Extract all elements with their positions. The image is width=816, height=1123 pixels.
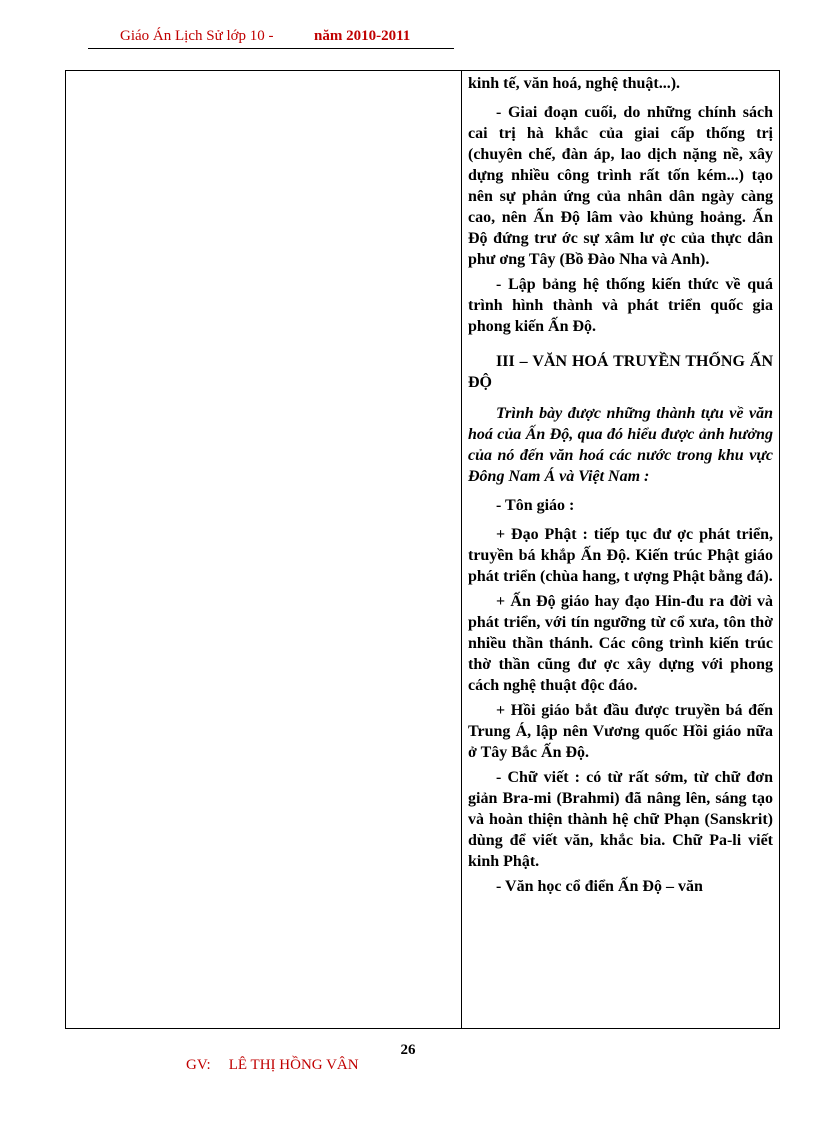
header-year: năm 2010-2011	[314, 28, 411, 44]
column-divider	[461, 71, 462, 1028]
paragraph-literature: - Văn học cổ điển Ấn Độ – văn	[496, 878, 703, 895]
paragraph-religion: - Tôn giáo :	[496, 497, 575, 514]
paragraph-continuation: kinh tế, văn hoá, nghệ thuật...).	[468, 75, 681, 92]
content-column	[468, 73, 773, 901]
page-header	[88, 26, 454, 49]
paragraph-summary-table: - Lập bảng hệ thống kiến thức về quá trình hình thành và phát triển quốc gia phong kiến Ấn Độ.	[468, 276, 773, 335]
page-number: 26	[400, 1042, 416, 1058]
page-footer	[186, 1057, 359, 1074]
section-heading: III – VĂN HOÁ TRUYỀN THỐNG ẤN ĐỘ	[468, 353, 773, 391]
lesson-table	[65, 70, 780, 1029]
paragraph-islam: + Hồi giáo bắt đầu được truyền bá đến Trung Á, lập nên Vương quốc Hồi giáo nữa ở Tây Bắc Ấn Độ.	[468, 702, 773, 761]
paragraph-buddhism: + Đạo Phật : tiếp tục đư ợc phát triển, truyền bá khắp Ấn Độ. Kiến trúc Phật giáo phát triển (chùa hang, t ượng Phật bằng đá).	[468, 526, 773, 585]
header-title: Giáo Án Lịch Sử lớp 10 -	[120, 28, 274, 44]
paragraph-late-period: - Giai đoạn cuối, do những chính sách cai trị hà khắc của giai cấp thống trị (chuyên chế, đàn áp, lao dịch nặng nề, xây dựng nhiều công trình rất tốn kém...) tạo nên sự phản ứng của nhân dân ngày càng cao, nên Ấn Độ lâm vào khủng hoảng. Ấn Độ đứng trư ớc sự xâm lư ợc của thực dân phư ơng Tây (Bồ Đào Nha và Anh).	[468, 104, 773, 268]
paragraph-writing: - Chữ viết : có từ rất sớm, từ chữ đơn giản Bra-mi (Brahmi) đã nâng lên, sáng tạo và hoàn thiện thành hệ chữ Phạn (Sanskrit) dùng để viết văn, khắc bia. Chữ Pa-li viết kinh Phật.	[468, 769, 773, 870]
paragraph-hinduism: + Ấn Độ giáo hay đạo Hin-đu ra đời và phát triển, với tín ngưỡng từ cổ xưa, tôn thờ nhiều thần thánh. Các công trình kiến trúc thờ thần cũng đư ợc xây dựng với phong cách nghệ thuật độc đáo.	[468, 593, 773, 694]
footer-label: GV:	[186, 1057, 211, 1073]
teacher-name: LÊ THỊ HỒNG VÂN	[228, 1057, 359, 1073]
section-objective: Trình bày được những thành tựu về văn hoá của Ấn Độ, qua đó hiểu được ảnh hưởng của nó đến văn hoá các nước trong khu vực Đông Nam Á và Việt Nam :	[468, 405, 773, 485]
